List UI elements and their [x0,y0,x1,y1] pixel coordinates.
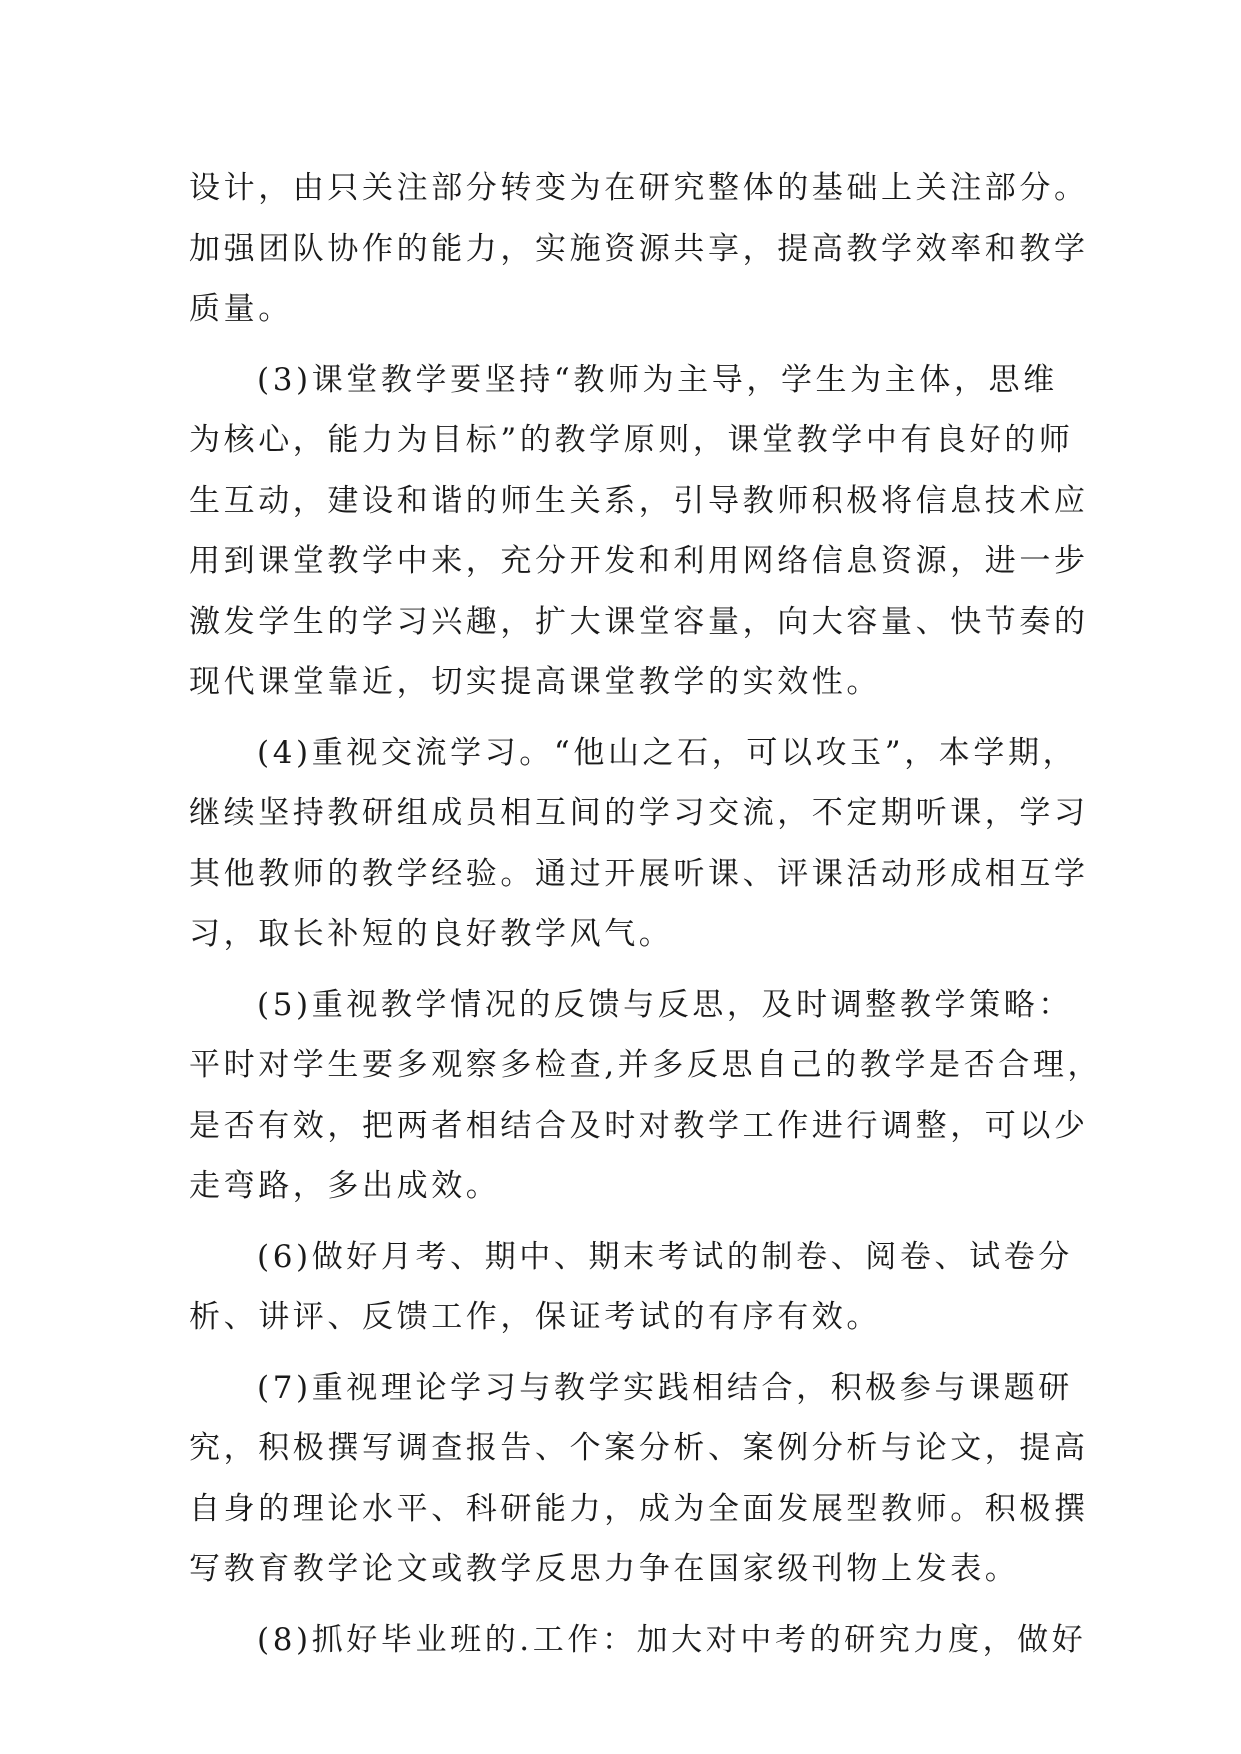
text-line: 生互动，建设和谐的师生关系，引导教师积极将信息技术应 [189,482,1089,519]
text-line: 平时对学生要多观察多检查,并多反思自己的教学是否合理， [189,1047,1103,1083]
text-line: 设计，由只关注部分转变为在研究整体的基础上关注部分。 [189,170,1089,206]
text-line: 写教育教学论文或教学反思力争在国家级刊物上发表。 [189,1551,1020,1587]
body-text [189,158,1103,1670]
paragraph-7-first-line: (7)重视理论学习与教学实践相结合，积极参与课题研 [257,1369,1073,1406]
text-line: 其他教师的教学经验。通过开展听课、评课活动形成相互学 [189,855,1089,892]
text-line: 走弯路，多出成效。 [189,1168,501,1204]
paragraph-6-first-line: (6)做好月考、期中、期末考试的制卷、阅卷、试卷分 [257,1238,1073,1275]
text-line: 析、讲评、反馈工作，保证考试的有序有效。 [189,1299,881,1335]
text-line: 质量。 [189,291,293,327]
text-line: 习，取长补短的良好教学风气。 [189,916,674,952]
paragraph-4-first-line: (4)重视交流学习。“他山之石，可以攻玉”，本学期， [257,734,1078,771]
text-line: 为核心，能力为目标”的教学原则，课堂教学中有良好的师 [189,422,1074,458]
text-line: 现代课堂靠近，切实提高课堂教学的实效性。 [189,664,881,700]
paragraph-8-first-line: (8)抓好毕业班的.工作：加大对中考的研究力度，做好 [257,1621,1087,1658]
text-line: 加强团队协作的能力，实施资源共享，提高教学效率和教学 [189,230,1089,267]
text-line: 激发学生的学习兴趣，扩大课堂容量，向大容量、快节奏的 [189,603,1089,640]
text-line: 是否有效，把两者相结合及时对教学工作进行调整，可以少 [189,1107,1089,1144]
paragraph-5-first-line: (5)重视教学情况的反馈与反思，及时调整教学策略： [257,986,1073,1023]
text-line: 自身的理论水平、科研能力，成为全面发展型教师。积极撰 [189,1490,1089,1527]
paragraph-3-first-line: (3)课堂教学要坚持“教师为主导，学生为主体，思维 [257,361,1058,398]
text-line: 继续坚持教研组成员相互间的学习交流，不定期听课，学习 [189,795,1089,831]
text-line: 究，积极撰写调查报告、个案分析、案例分析与论文，提高 [189,1430,1089,1466]
text-line: 用到课堂教学中来，充分开发和利用网络信息资源，进一步 [189,543,1089,579]
